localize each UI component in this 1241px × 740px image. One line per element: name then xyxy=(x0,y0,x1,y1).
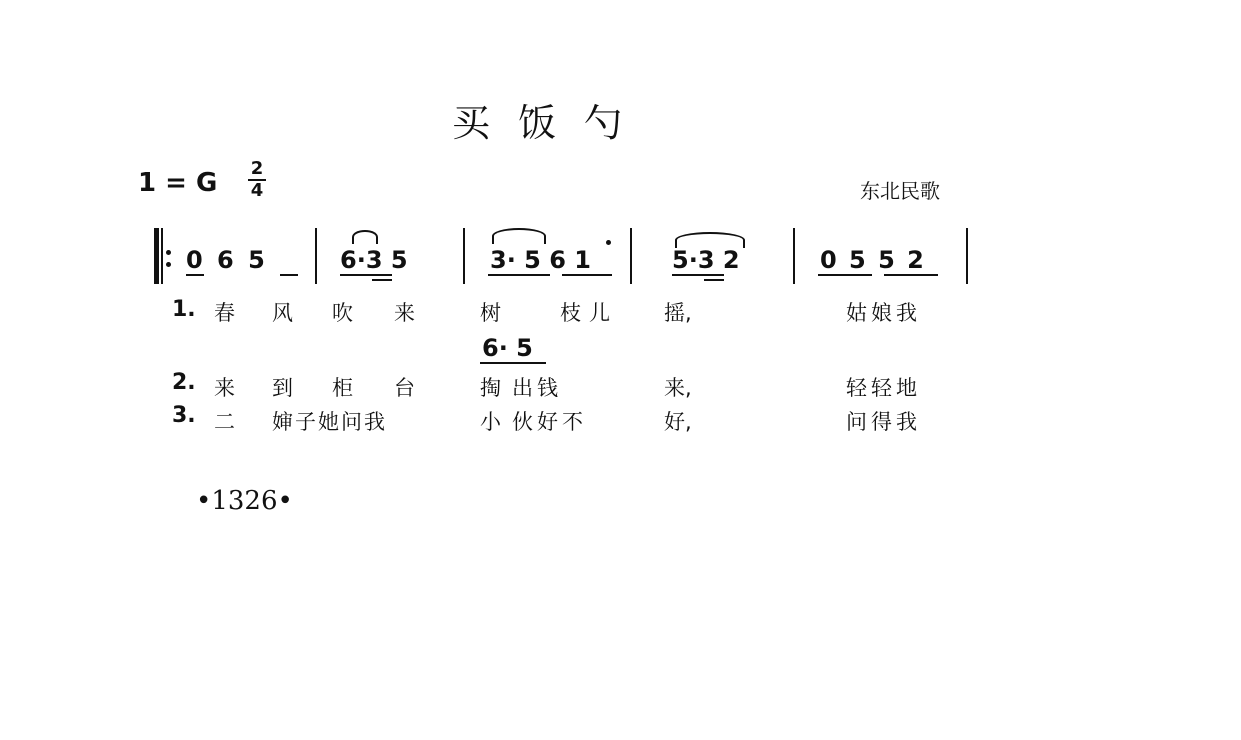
lyric-word: 枝儿 xyxy=(560,301,618,325)
lyric-word: 风 xyxy=(272,301,293,325)
song-title: 买饭勺 xyxy=(452,101,651,145)
measure-4-underline xyxy=(672,274,724,276)
time-signature-denominator: 4 xyxy=(250,180,264,201)
measure-3-underline-a xyxy=(488,274,550,276)
verse-number: 3. xyxy=(172,403,196,428)
lyric-word: 吹 xyxy=(332,301,353,325)
lyric-word: 台 xyxy=(394,376,415,400)
lyric-word: 来 xyxy=(394,301,415,325)
measure-3: 3· 5 6 1 xyxy=(490,246,591,274)
lyric-word: 掏 xyxy=(480,376,501,400)
lyric-word: 摇, xyxy=(664,301,692,325)
repeat-start-barline xyxy=(154,228,159,284)
barline-4 xyxy=(793,228,795,284)
measure-2-underline xyxy=(340,274,392,276)
barline-5 xyxy=(966,228,968,284)
measure-1-underline-a xyxy=(186,274,204,276)
song-origin: 东北民歌 xyxy=(860,179,940,203)
barline-2 xyxy=(463,228,465,284)
measure-4: 5·3 2 xyxy=(672,246,740,274)
repeat-dot-bottom xyxy=(166,262,171,267)
measure-4-double-underline xyxy=(704,279,724,281)
measure-1-underline-b xyxy=(280,274,298,276)
slur-2 xyxy=(352,230,378,244)
high-octave-dot xyxy=(606,240,611,245)
variant-notes: 6· 5 xyxy=(482,334,533,362)
measure-3-underline-b xyxy=(562,274,612,276)
lyric-word: 出钱 xyxy=(512,376,562,400)
lyric-word: 柜 xyxy=(332,376,353,400)
lyric-word: 轻轻地 xyxy=(846,376,921,400)
lyric-word: 来, xyxy=(664,376,692,400)
key-signature: 1 = G xyxy=(138,168,218,198)
barline-3 xyxy=(630,228,632,284)
lyric-word: 春 xyxy=(214,301,235,325)
time-signature xyxy=(248,160,266,200)
measure-5: 0 5 5 2 xyxy=(820,246,924,274)
measure-1: 0 6 5 xyxy=(186,246,265,274)
verse-number: 2. xyxy=(172,370,196,395)
lyric-word: 小 xyxy=(480,410,505,434)
repeat-dot-top xyxy=(166,250,171,255)
slur-3 xyxy=(492,228,546,244)
lyric-word: 问得我 xyxy=(846,410,921,434)
barline-1 xyxy=(315,228,317,284)
lyric-word: 姑娘我 xyxy=(846,301,921,325)
time-signature-numerator: 2 xyxy=(248,160,266,181)
measure-5-underline-b xyxy=(884,274,938,276)
page-number: •1326• xyxy=(196,486,293,516)
variant-notes-underline xyxy=(480,362,546,364)
lyric-word: 树 xyxy=(480,301,501,325)
measure-2-double-underline xyxy=(372,279,392,281)
measure-5-underline-a xyxy=(818,274,872,276)
lyric-word: 婶子她问我 xyxy=(272,410,387,434)
lyric-word: 二 xyxy=(214,410,235,434)
lyric-word: 来 xyxy=(214,376,235,400)
lyric-word: 伙好不 xyxy=(512,410,587,434)
verse-number: 1. xyxy=(172,297,196,322)
repeat-start-thin-barline xyxy=(161,228,163,284)
lyric-word: 到 xyxy=(272,376,293,400)
lyric-word: 好, xyxy=(664,410,692,434)
slur-4 xyxy=(675,232,745,248)
measure-2: 6·3 5 xyxy=(340,246,408,274)
